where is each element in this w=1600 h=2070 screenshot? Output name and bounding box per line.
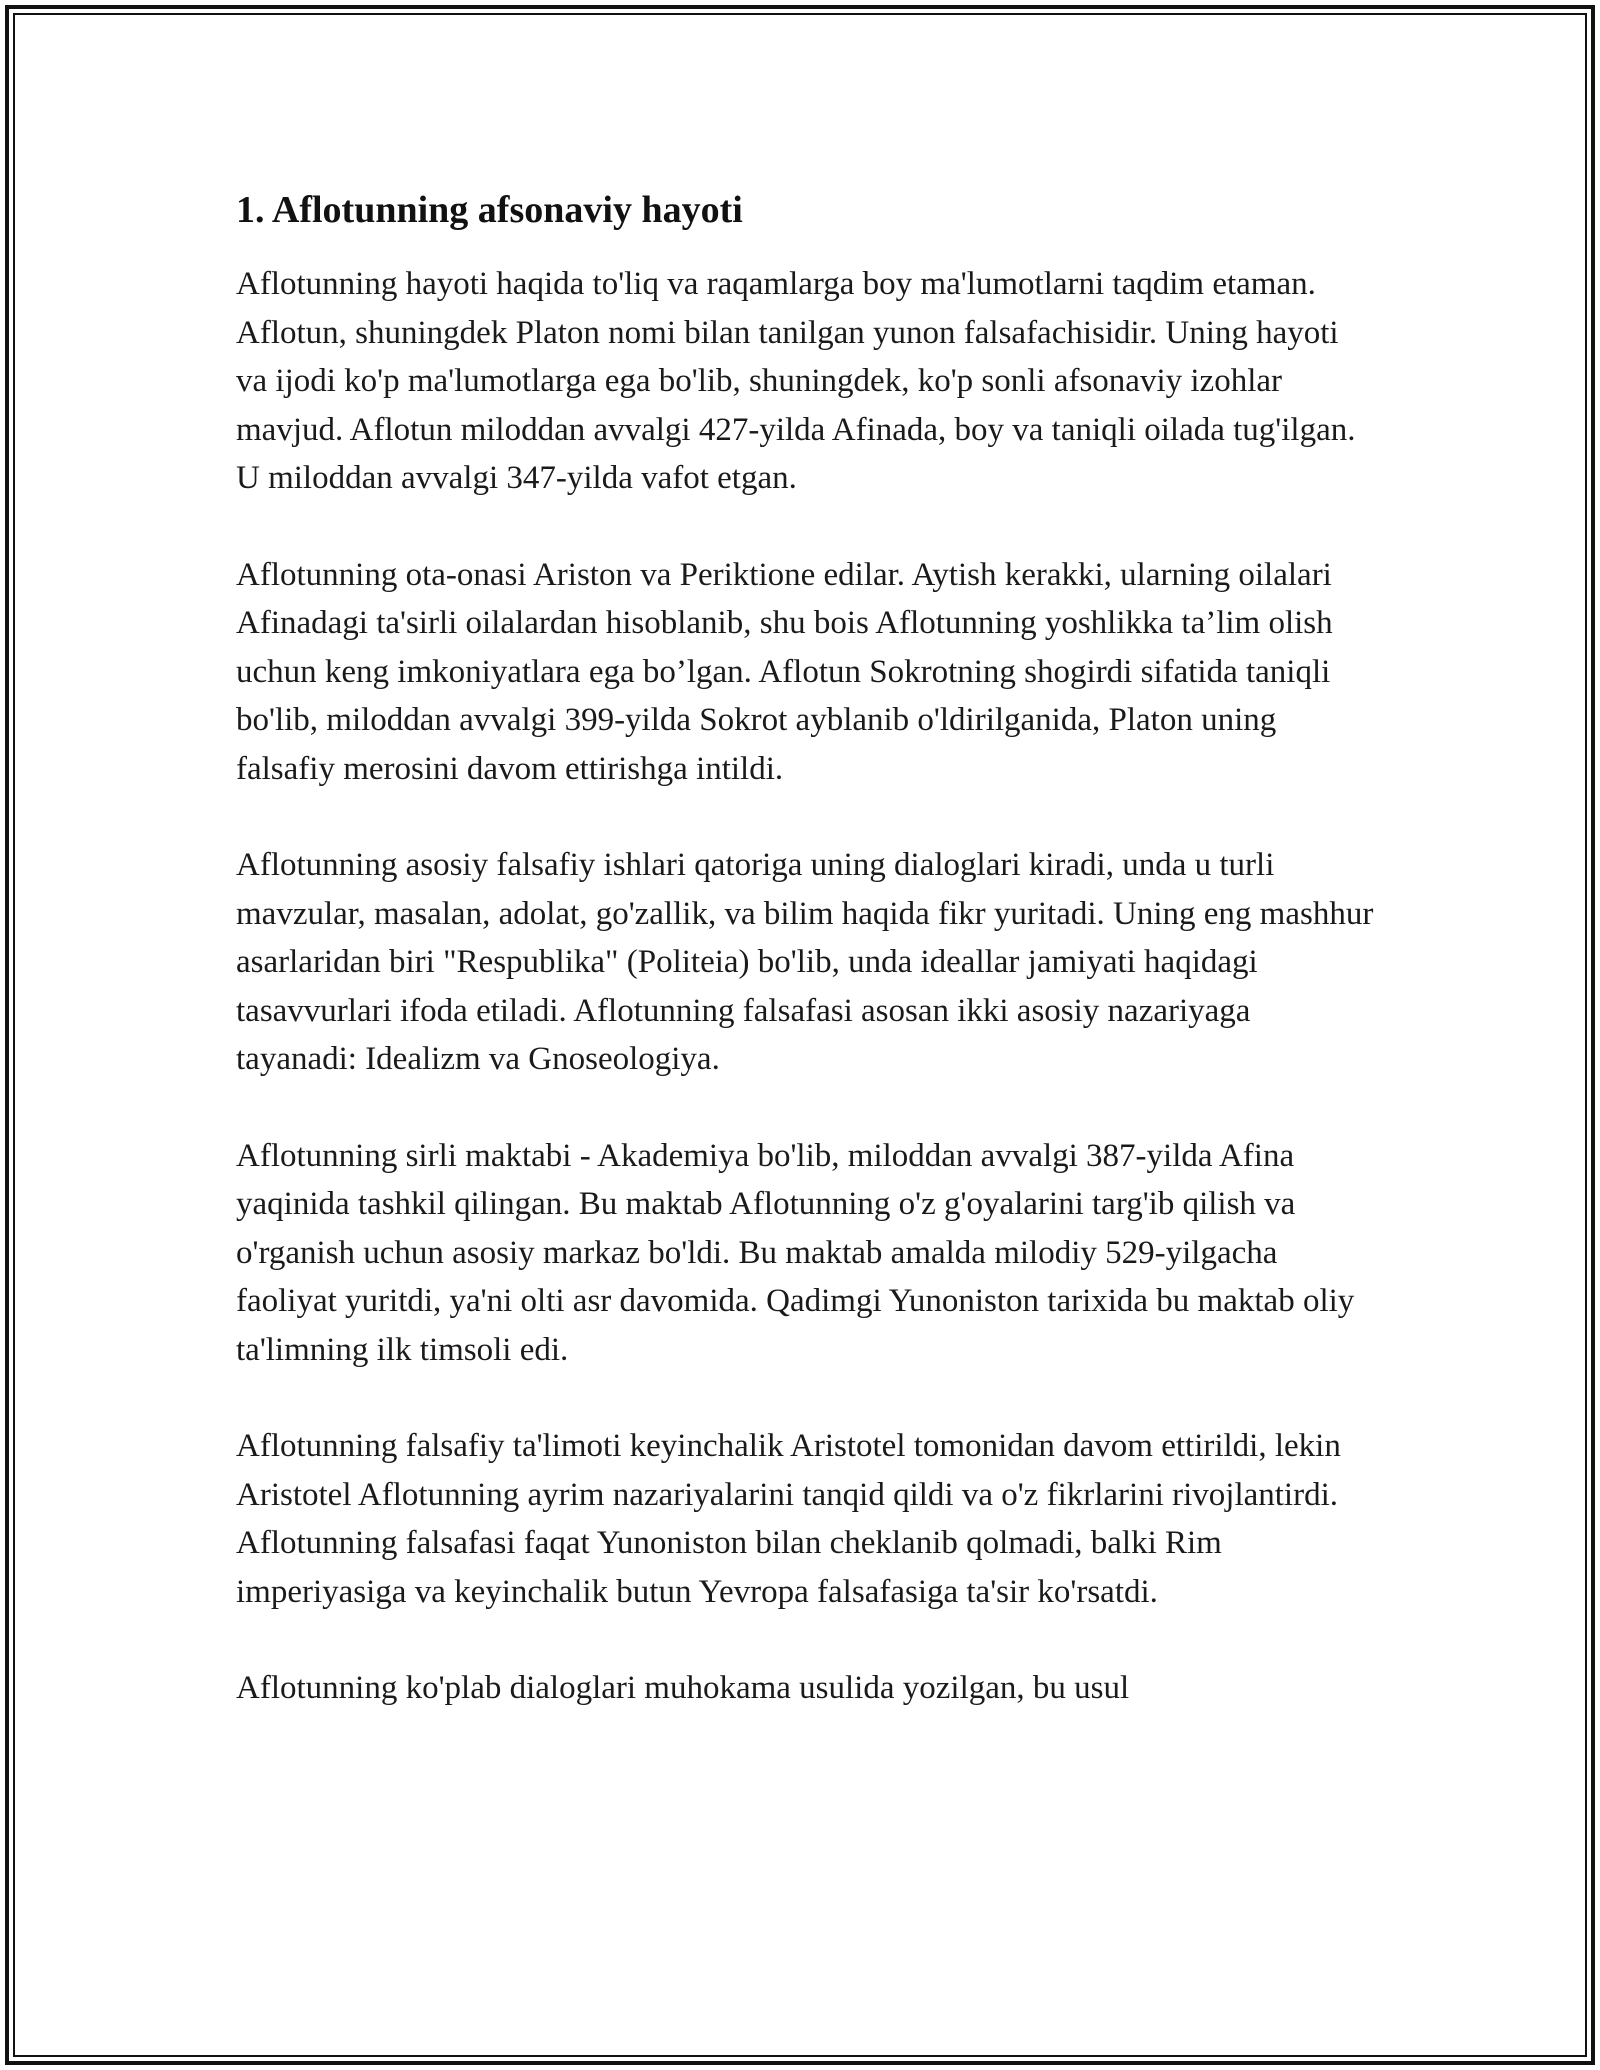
paragraph-3: Aflotunning asosiy falsafiy ishlari qatoriga uning dialoglari kiradi, unda u turli mavzular, masalan, adolat, go'zallik, va bilim haqida fikr yuritadi. Uning eng mashhur asarlaridan biri "Respublika" (Politeia) bo'lib, unda ideallar jamiyati haqidagi tasavvurlari ifoda etiladi. Aflotunning falsafasi asosan ikki asosiy nazariyaga tayanadi: Idealizm va Gnoseologiya. [236,847,1374,1077]
paragraph-5: Aflotunning falsafiy ta'limoti keyinchalik Aristotel tomonidan davom ettirildi, lekin Aristotel Aflotunning ayrim nazariyalarini tanqid qildi va o'z fikrlarini rivojlantirdi. Aflotunning falsafasi faqat Yunoniston bilan cheklanib qolmadi, balki Rim imperiyasiga va keyinchalik butun Yevropa falsafasiga ta'sir ko'rsatdi. [236,1428,1341,1610]
paragraph-4: Aflotunning sirli maktabi - Akademiya bo'lib, miloddan avvalgi 387-yilda Afina yaqinida tashkil qilingan. Bu maktab Aflotunning o'z g'oyalarini targ'ib qilish va o'rganish uchun asosiy markaz bo'ldi. Bu maktab amalda milodiy 529-yilgacha faoliyat yuritdi, ya'ni olti asr davomida. Qadimgi Yunoniston tarixida bu maktab oliy ta'limning ilk timsoli edi. [236,1137,1355,1368]
section-heading: 1. Aflotunning afsonaviy hayoti [236,189,743,231]
paragraph-1: Aflotunning hayoti haqida to'liq va raqamlarga boy ma'lumotlarni taqdim etaman. Aflotun, shuningdek Platon nomi bilan tanilgan yunon falsafachisidir. Uning hayoti va ijodi ko'p ma'lumotlarga ega bo'lib, shuningdek, ko'p sonli afsonaviy izohlar mavjud. Aflotun miloddan avvalgi 427-yilda Afinada, boy va taniqli oilada tug'ilgan. U miloddan avvalgi 347-yilda vafot etgan. [236,266,1356,496]
paragraph-6: Aflotunning ko'plab dialoglari muhokama usulida yozilgan, bu usul [236,1670,1130,1706]
document-body [236,186,1376,1761]
paragraph-2: Aflotunning ota-onasi Ariston va Periktione edilar. Aytish kerakki, ularning oilalari Afinadagi ta'sirli oilalardan hisoblanib, shu bois Aflotunning yoshlikka ta’lim olish uchun keng imkoniyatlara ega bo’lgan. Aflotun Sokrotning shogirdi sifatida taniqli bo'lib, miloddan avvalgi 399-yilda Sokrot ayblanib o'ldirilganida, Platon uning falsafiy merosini davom ettirishga intildi. [236,556,1333,787]
